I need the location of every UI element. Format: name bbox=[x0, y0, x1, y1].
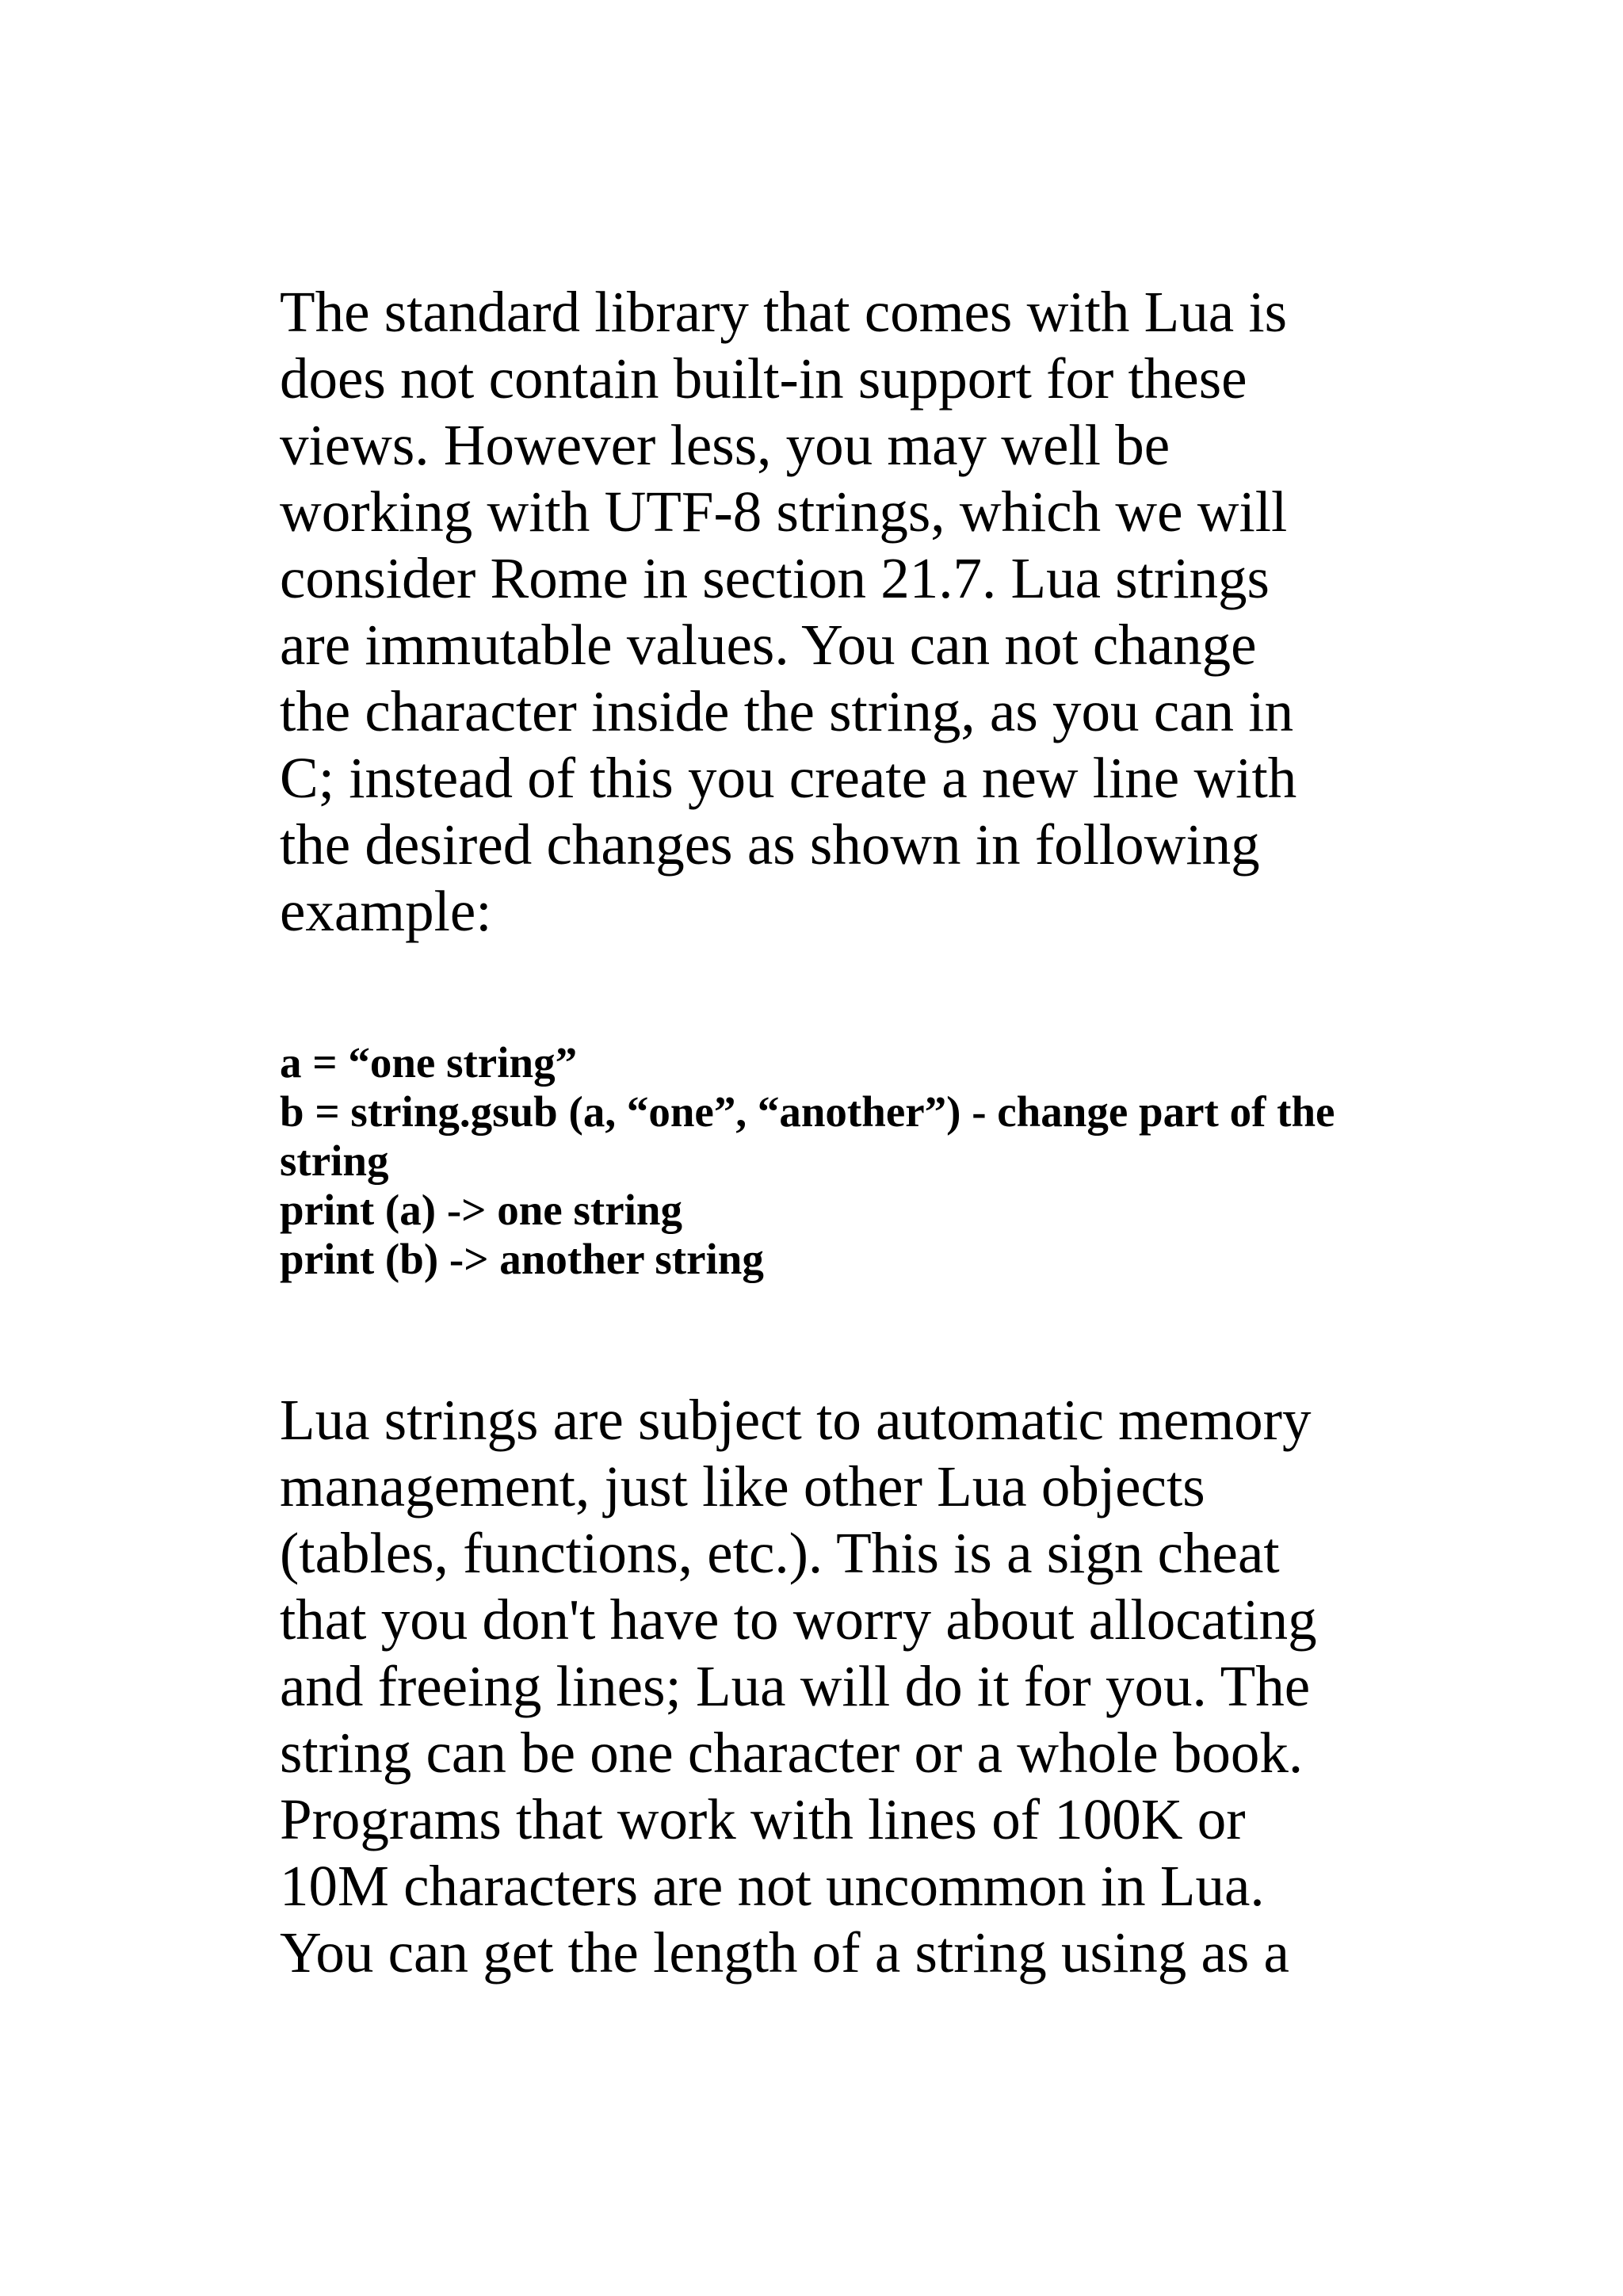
code-line: b = string.gsub (a, “one”, “another”) - change part of the bbox=[280, 1087, 1335, 1136]
text-line: the desired changes as shown in following bbox=[280, 812, 1260, 877]
text-line: The standard library that comes with Lua is bbox=[280, 280, 1288, 344]
text-line: example: bbox=[280, 879, 492, 943]
text-line: (tables, functions, etc.). This is a sign cheat bbox=[280, 1521, 1280, 1585]
code-line: string bbox=[280, 1137, 389, 1185]
text-line: consider Rome in section 21.7. Lua strings bbox=[280, 546, 1270, 610]
text-line: views. However less, you may well be bbox=[280, 413, 1170, 477]
code-line: a = “one string” bbox=[280, 1038, 578, 1087]
text-line: Programs that work with lines of 100K or bbox=[280, 1787, 1246, 1851]
text-line: are immutable values. You can not change bbox=[280, 613, 1257, 677]
text-line: that you don't have to worry about allocating bbox=[280, 1587, 1317, 1652]
text-line: C; instead of this you create a new line with bbox=[280, 746, 1297, 810]
text-line: 10M characters are not uncommon in Lua. bbox=[280, 1854, 1265, 1918]
text-line: the character inside the string, as you can in bbox=[280, 679, 1294, 743]
text-line: Lua strings are subject to automatic memory bbox=[280, 1388, 1312, 1452]
text-line: You can get the length of a string using as a bbox=[280, 1920, 1289, 1985]
text-line: does not contain built-in support for these bbox=[280, 346, 1247, 411]
code-line: print (a) -> one string bbox=[280, 1186, 682, 1234]
text-line: working with UTF-8 strings, which we will bbox=[280, 479, 1288, 544]
text-line: string can be one character or a whole book. bbox=[280, 1721, 1304, 1785]
code-line: print (b) -> another string bbox=[280, 1235, 764, 1283]
text-line: management, just like other Lua objects bbox=[280, 1454, 1205, 1519]
text-line: and freeing lines; Lua will do it for you. The bbox=[280, 1654, 1311, 1718]
